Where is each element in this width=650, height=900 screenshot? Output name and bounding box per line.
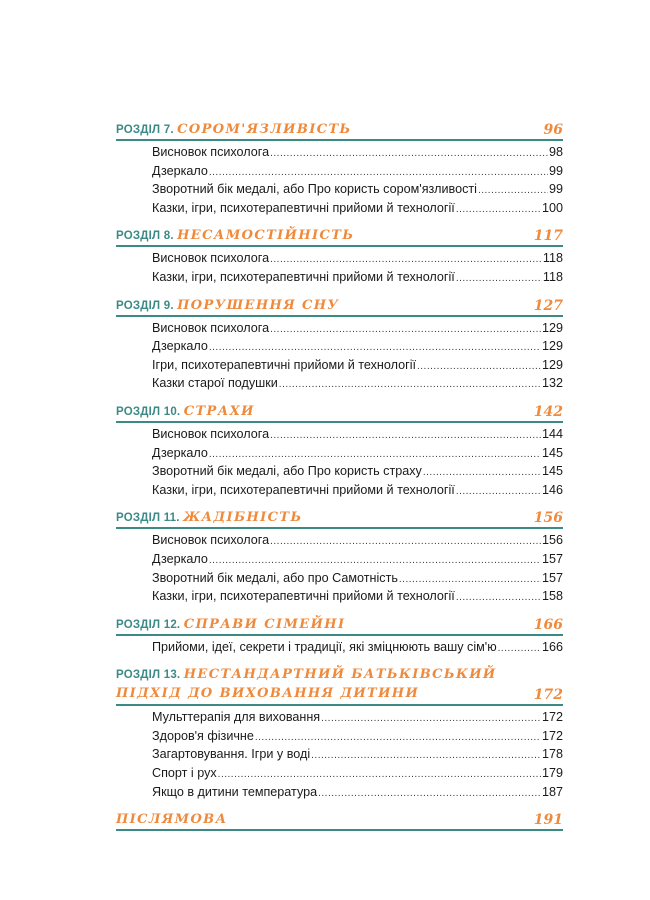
toc-entry[interactable] [152, 319, 563, 338]
dot-leader [498, 640, 541, 659]
entry-title: Висновок психолога [152, 251, 270, 266]
entry-page: 166 [541, 639, 563, 654]
entry-page: 100 [541, 200, 563, 215]
chapter-8 [116, 226, 563, 286]
toc-entry[interactable] [152, 143, 563, 162]
chapter-heading[interactable] [116, 508, 563, 529]
entry-page: 129 [541, 320, 563, 335]
toc-entry[interactable] [152, 444, 563, 463]
chapter-page: 156 [533, 510, 563, 527]
entry-page: 157 [541, 551, 563, 566]
entry-page: 172 [541, 710, 563, 725]
chapter-heading[interactable] [116, 615, 563, 636]
toc-entry[interactable] [152, 374, 563, 393]
toc-entry[interactable] [152, 569, 563, 588]
entry-page: 98 [548, 145, 563, 159]
chapter-page: 172 [533, 687, 563, 704]
chapter-page: 127 [533, 297, 563, 314]
chapter-7 [116, 120, 563, 217]
entry-title: Казки, ігри, психотерапевтичні прийоми й технології [152, 482, 455, 497]
toc-entry[interactable] [152, 268, 563, 287]
entry-title: Казки старої подушки [152, 376, 278, 391]
entry-title: Спорт і рух [152, 766, 217, 781]
entry-page: 99 [548, 182, 563, 197]
chapter-number: РОЗДІЛ 12. [116, 618, 184, 631]
toc-entry[interactable] [152, 199, 563, 218]
toc-entry[interactable] [152, 550, 563, 569]
chapter-9 [116, 296, 563, 393]
toc-entry[interactable] [152, 708, 563, 727]
toc-entry[interactable] [152, 638, 563, 657]
entry-page: 146 [541, 482, 563, 497]
afterword [116, 810, 563, 831]
entry-page: 145 [541, 445, 563, 460]
entry-page: 157 [541, 570, 563, 585]
entry-page: 158 [541, 589, 563, 604]
toc-entry[interactable] [152, 180, 563, 199]
toc-entry[interactable] [152, 727, 563, 746]
toc-entry[interactable] [152, 356, 563, 375]
entry-title: Якщо в дитини температура [152, 784, 318, 799]
chapter-title: ПОРУШЕННЯ СНУ [177, 297, 340, 313]
entry-page: 179 [541, 766, 563, 781]
entry-title: Зворотний бік медалі, або Про користь сором'язливості [152, 182, 477, 197]
toc-entry[interactable] [152, 337, 563, 356]
entry-page: 129 [541, 357, 563, 372]
entry-title: Висновок психолога [152, 426, 270, 441]
toc-entry[interactable] [152, 249, 563, 268]
entry-page: 178 [541, 747, 563, 762]
entry-page: 156 [541, 533, 563, 548]
entry-page: 172 [541, 728, 563, 743]
toc-entry[interactable] [152, 425, 563, 444]
afterword-page: 191 [533, 812, 563, 829]
dot-leader [456, 201, 541, 220]
entry-title: Мульттерапія для виховання [152, 710, 321, 725]
chapter-title: ЖАДІБНІСТЬ [183, 510, 303, 526]
entry-title: Дзеркало [152, 163, 208, 178]
entry-title: Казки, ігри, психотерапевтичні прийоми й технології [152, 589, 455, 604]
entry-title: Дзеркало [152, 445, 208, 460]
toc-entry[interactable] [152, 764, 563, 783]
chapter-heading[interactable] [116, 402, 563, 423]
dot-leader [270, 321, 541, 340]
chapter-heading[interactable] [116, 665, 563, 706]
chapter-11 [116, 508, 563, 605]
chapter-heading[interactable] [116, 226, 563, 247]
dot-leader [417, 358, 541, 377]
entry-title: Казки, ігри, психотерапевтичні прийоми й технології [152, 269, 455, 284]
entry-title: Дзеркало [152, 551, 208, 566]
table-of-contents [116, 120, 563, 840]
toc-entry[interactable] [152, 462, 563, 481]
entry-title: Казки, ігри, психотерапевтичні прийоми й технології [152, 200, 455, 215]
toc-entry[interactable] [152, 531, 563, 550]
chapter-12 [116, 615, 563, 657]
entry-page: 145 [541, 464, 563, 479]
chapter-page: 96 [543, 122, 563, 138]
chapter-page: 166 [533, 616, 563, 633]
chapter-page: 142 [533, 403, 563, 420]
dot-leader [279, 376, 541, 395]
dot-leader [456, 270, 542, 289]
chapter-title: СОРОМ'ЯЗЛИВІСТЬ [177, 122, 352, 137]
entry-page: 118 [542, 251, 563, 266]
chapter-number: РОЗДІЛ 10. [116, 405, 184, 418]
entry-title: Висновок психолога [152, 320, 270, 335]
entry-page: 129 [541, 339, 563, 354]
entry-page: 99 [548, 163, 563, 178]
chapter-heading[interactable] [116, 120, 563, 141]
chapter-13 [116, 665, 563, 801]
toc-entry[interactable] [152, 783, 563, 802]
chapter-title: СТРАХИ [183, 403, 255, 419]
dot-leader [270, 533, 541, 552]
toc-entry[interactable] [152, 481, 563, 500]
dot-leader [478, 182, 548, 201]
chapter-number: РОЗДІЛ 11. [116, 512, 184, 525]
dot-leader [270, 145, 548, 164]
chapter-10 [116, 402, 563, 499]
entry-title: Дзеркало [152, 339, 208, 354]
afterword-heading[interactable] [116, 810, 563, 831]
chapter-number: РОЗДІЛ 8. [116, 230, 178, 243]
entry-page: 132 [541, 376, 563, 391]
entry-title: Загартовування. Ігри у воді [152, 747, 311, 762]
chapter-title: НЕСТАНДАРТНИЙ БАТЬКІВСЬКИЙ ПІДХІД ДО ВИХОВАННЯ ДИТИНИ [116, 667, 497, 702]
dot-leader [270, 427, 541, 446]
entry-title: Висновок психолога [152, 145, 270, 159]
chapter-heading[interactable] [116, 296, 563, 317]
toc-entry[interactable] [152, 745, 563, 764]
chapter-page: 117 [533, 228, 563, 245]
afterword-title: ПІСЛЯМОВА [116, 812, 228, 828]
entry-page: 144 [541, 426, 563, 441]
entry-page: 187 [541, 784, 563, 799]
chapter-title: НЕСАМОСТІЙНІСТЬ [177, 228, 355, 244]
entry-title: Зворотний бік медалі, або про Самотність [152, 570, 398, 585]
entry-title: Прийоми, ідеї, секрети і традиції, які зміцнюють вашу сім'ю [152, 639, 497, 654]
entry-title: Зворотний бік медалі, або Про користь страху [152, 464, 422, 479]
entry-title: Висновок психолога [152, 533, 270, 548]
chapter-number: РОЗДІЛ 7. [116, 124, 178, 136]
entry-title: Ігри, психотерапевтичні прийоми й технології [152, 357, 416, 372]
chapter-number: РОЗДІЛ 13. [116, 669, 184, 682]
toc-entry[interactable] [152, 162, 563, 181]
entry-title: Здоров'я фізичне [152, 728, 254, 743]
toc-entry[interactable] [152, 587, 563, 606]
dot-leader [321, 710, 541, 729]
dot-leader [456, 483, 541, 502]
chapter-title: СПРАВИ СІМЕЙНІ [183, 616, 346, 632]
dot-leader [456, 589, 541, 608]
entry-page: 118 [542, 269, 563, 284]
chapter-number: РОЗДІЛ 9. [116, 299, 178, 312]
dot-leader [318, 785, 541, 804]
dot-leader [311, 747, 541, 766]
